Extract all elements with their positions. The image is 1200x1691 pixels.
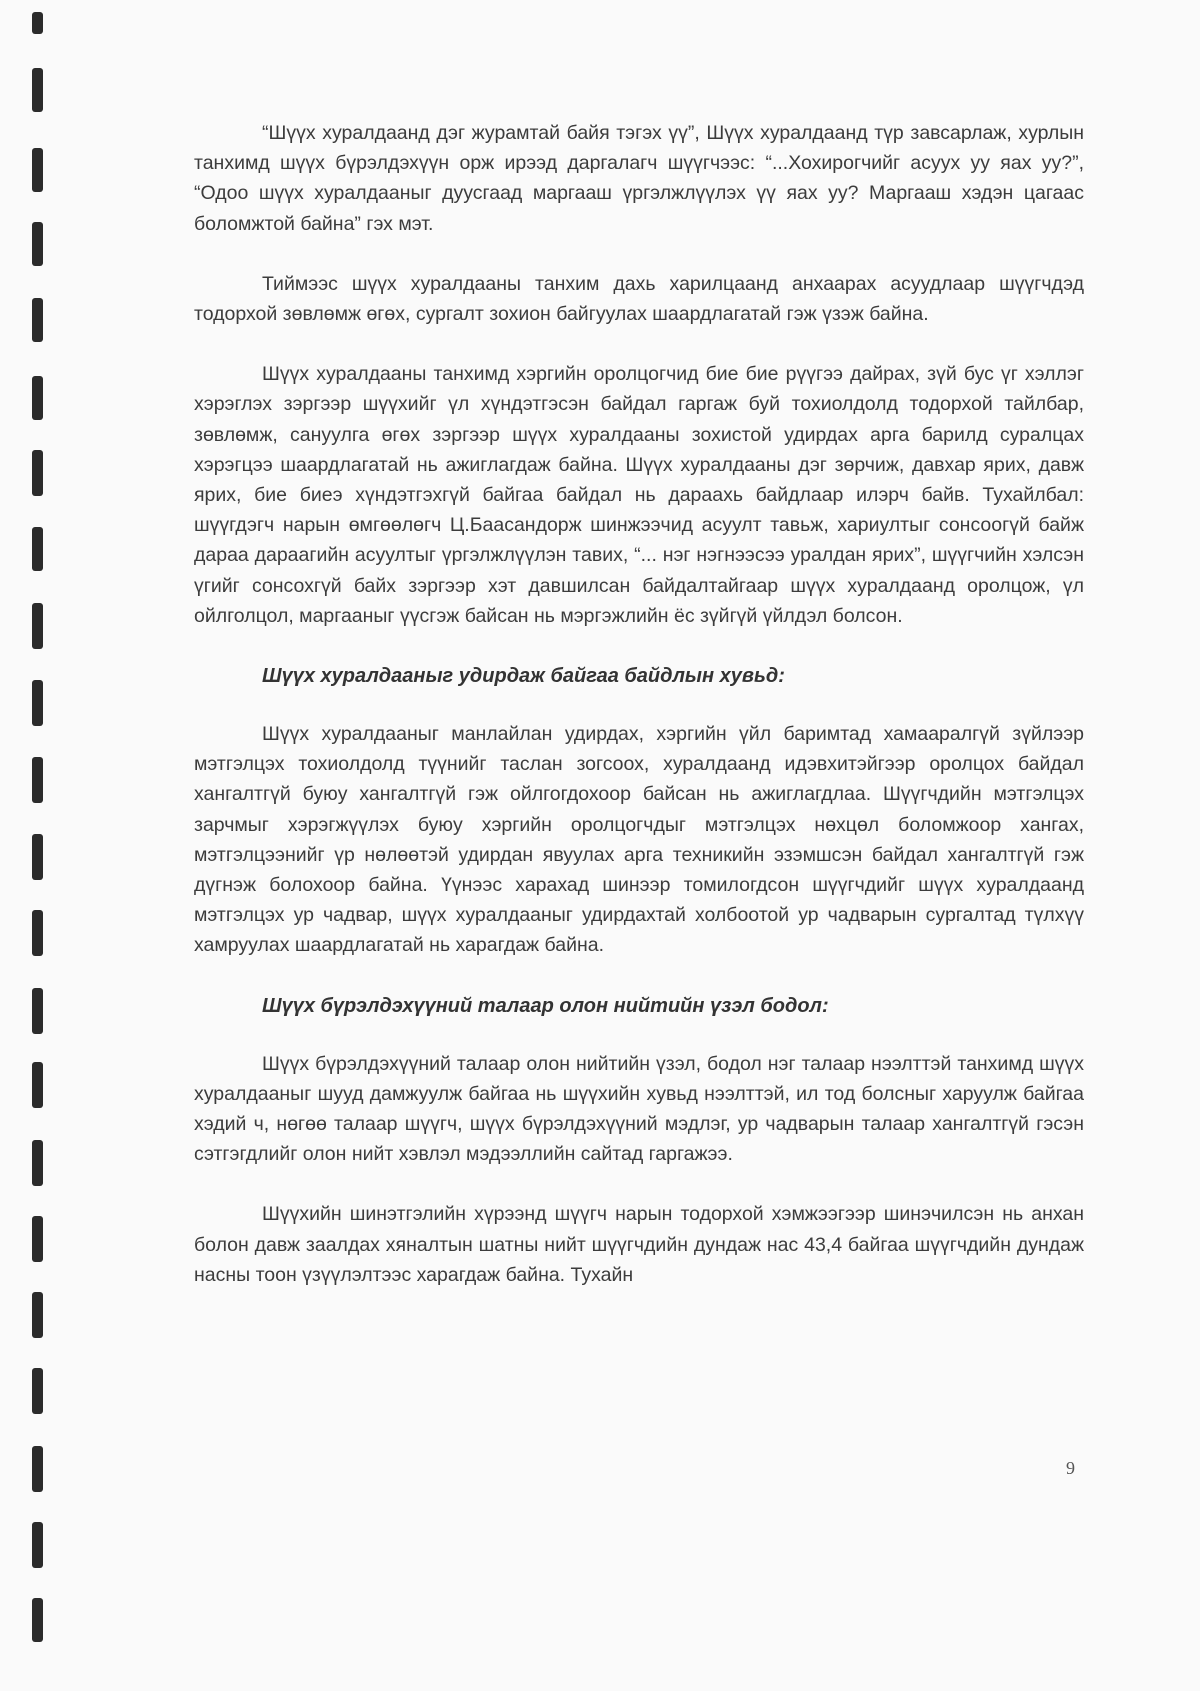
binding-mark bbox=[32, 1216, 43, 1262]
binding-mark bbox=[32, 1598, 43, 1642]
binding-mark bbox=[32, 1062, 43, 1108]
binding-mark bbox=[32, 68, 43, 112]
binding-mark bbox=[32, 1446, 43, 1492]
binding-mark bbox=[32, 603, 43, 649]
binding-mark bbox=[32, 376, 43, 420]
spiral-binding bbox=[30, 0, 50, 1691]
binding-mark bbox=[32, 450, 43, 496]
document-body bbox=[194, 118, 1084, 1320]
paragraph-management: Шүүх хуралдааныг манлайлан удирдах, хэргийн үйл баримтад хамааралгүй зүйлээр мэтгэлцэх тохиолдолд түүнийг таслан зогсоох, хуралдаанд идэвхитэйгээр оролцох байдал хангалтгүй буюу хангалтгүй гэж ойлгогдохоор байсан нь ажиглагдлаа. Шүүгчдийн мэтгэлцэх зарчмыг хэрэгжүүлэх буюу хэргийн оролцогчдыг мэтгэлцэх нөхцөл боломжоор хангах, мэтгэлцээнийг үр нөлөөтэй удирдан явуулах арга техникийн эзэмшсэн байдал хангалтгүй гэж дүгнэж болохоор байна. Үүнээс харахад шинээр томилогдсон шүүгчдийг шүүх хуралдаанд мэтгэлцэх ур чадвар, шүүх хуралдааныг удирдахтай холбоотой ур чадварын сургалтад түлхүү хамруулах шаардлагатай нь харагдаж байна. bbox=[194, 723, 1084, 957]
binding-mark bbox=[32, 527, 43, 571]
binding-mark bbox=[32, 1522, 43, 1568]
binding-mark bbox=[32, 12, 43, 34]
binding-mark bbox=[32, 148, 43, 192]
paragraph-dialogue: “Шүүх хуралдаанд дэг журамтай байя тэгэх үү”, Шүүх хуралдаанд түр завсарлаж, хурлын танхимд шүүх бүрэлдэхүүн орж ирээд даргалагч шүүгчээс: “...Хохирогчийг асуух уу яах уу?”, “Одоо шүүх хуралдааныг дуусгаад маргааш үргэлжлүүлэх үү яах уу? Маргааш хэдэн цагаас боломжтой байна” гэх мэт. bbox=[194, 122, 1084, 235]
page-number: 9 bbox=[1066, 1458, 1075, 1478]
binding-mark bbox=[32, 988, 43, 1034]
binding-mark bbox=[32, 680, 43, 726]
section-heading-public-opinion: Шүүх бүрэлдэхүүний талаар олон нийтийн үзэл бодол: bbox=[262, 994, 829, 1017]
paragraph-courtroom-conduct: Шүүх хуралдааны танхимд хэргийн оролцогчид бие бие рүүгээ дайрах, зүй бус үг хэллэг хэрэглэх зэргээр шүүхийг үл хүндэтгэсэн байдал гаргаж буй тохиолдолд тодорхой тайлбар, зөвлөмж, сануулга өгөх зэргээр шүүх хуралдааны зохистой удирдах арга барилд суралцах хэрэгцээ шаардлагатай нь ажиглагдаж байна. Шүүх хуралдааны дэг зөрчиж, давхар ярих, давж ярих, бие биеэ хүндэтгэхгүй байгаа байдал нь дараахь байдлаар илэрч байв. Тухайлбал: шүүгдэгч нарын өмгөөлөгч Ц.Баасандорж шинжээчид асуулт тавьж, хариултыг сонсоогүй байж дараа дараагийн асуултыг үргэлжлүүлэн тавих, “... нэг нэгнээсээ уралдан ярих”, шүүгчийн хэлсэн үгийг сонсохгүй байх зэргээр хэт давшилсан байдалтайгаар шүүх хуралдаанд оролцож, үл ойлголцол, маргааныг үүсгэж байсан нь мэргэжлийн ёс зүйгүй үйлдэл болсон. bbox=[194, 363, 1084, 627]
binding-mark bbox=[32, 1368, 43, 1414]
binding-mark bbox=[32, 757, 43, 803]
paragraph-recommendation: Тиймээс шүүх хуралдааны танхим дахь харилцаанд анхаарах асуудлаар шүүгчдэд тодорхой зөвлөмж өгөх, сургалт зохион байгуулах шаардлагатай гэж үзэж байна. bbox=[194, 272, 1084, 326]
binding-mark bbox=[32, 1292, 43, 1338]
binding-mark bbox=[32, 910, 43, 956]
section-heading-management: Шүүх хуралдааныг удирдаж байгаа байдлын хувьд: bbox=[262, 665, 785, 688]
paragraph-public-opinion: Шүүх бүрэлдэхүүний талаар олон нийтийн үзэл, бодол нэг талаар нээлттэй танхимд шүүх хуралдааныг шууд дамжуулж байгаа нь шүүхийн хувьд нээлттэй, ил тод болсныг харуулж байгаа хэдий ч, нөгөө талаар шүүгч, шүүх бүрэлдэхүүний мэдлэг, ур чадварын талаар хангалтгүй гэсэн сэтгэгдлийг олон нийт хэвлэл мэдээллийн сайтад гаргажээ. bbox=[194, 1052, 1084, 1166]
binding-mark bbox=[32, 1140, 43, 1186]
binding-mark bbox=[32, 834, 43, 880]
binding-mark bbox=[32, 222, 43, 266]
paragraph-judicial-reform: Шүүхийн шинэтгэлийн хүрээнд шүүгч нарын тодорхой хэмжээгээр шинэчилсэн нь анхан болон давж заалдах хяналтын шатны нийт шүүгчдийн дундаж нас 43,4 байгаа шүүгчдийн дундаж насны тоон үзүүлэлтээс харагдаж байна. Тухайн bbox=[194, 1203, 1084, 1286]
binding-mark bbox=[32, 298, 43, 342]
